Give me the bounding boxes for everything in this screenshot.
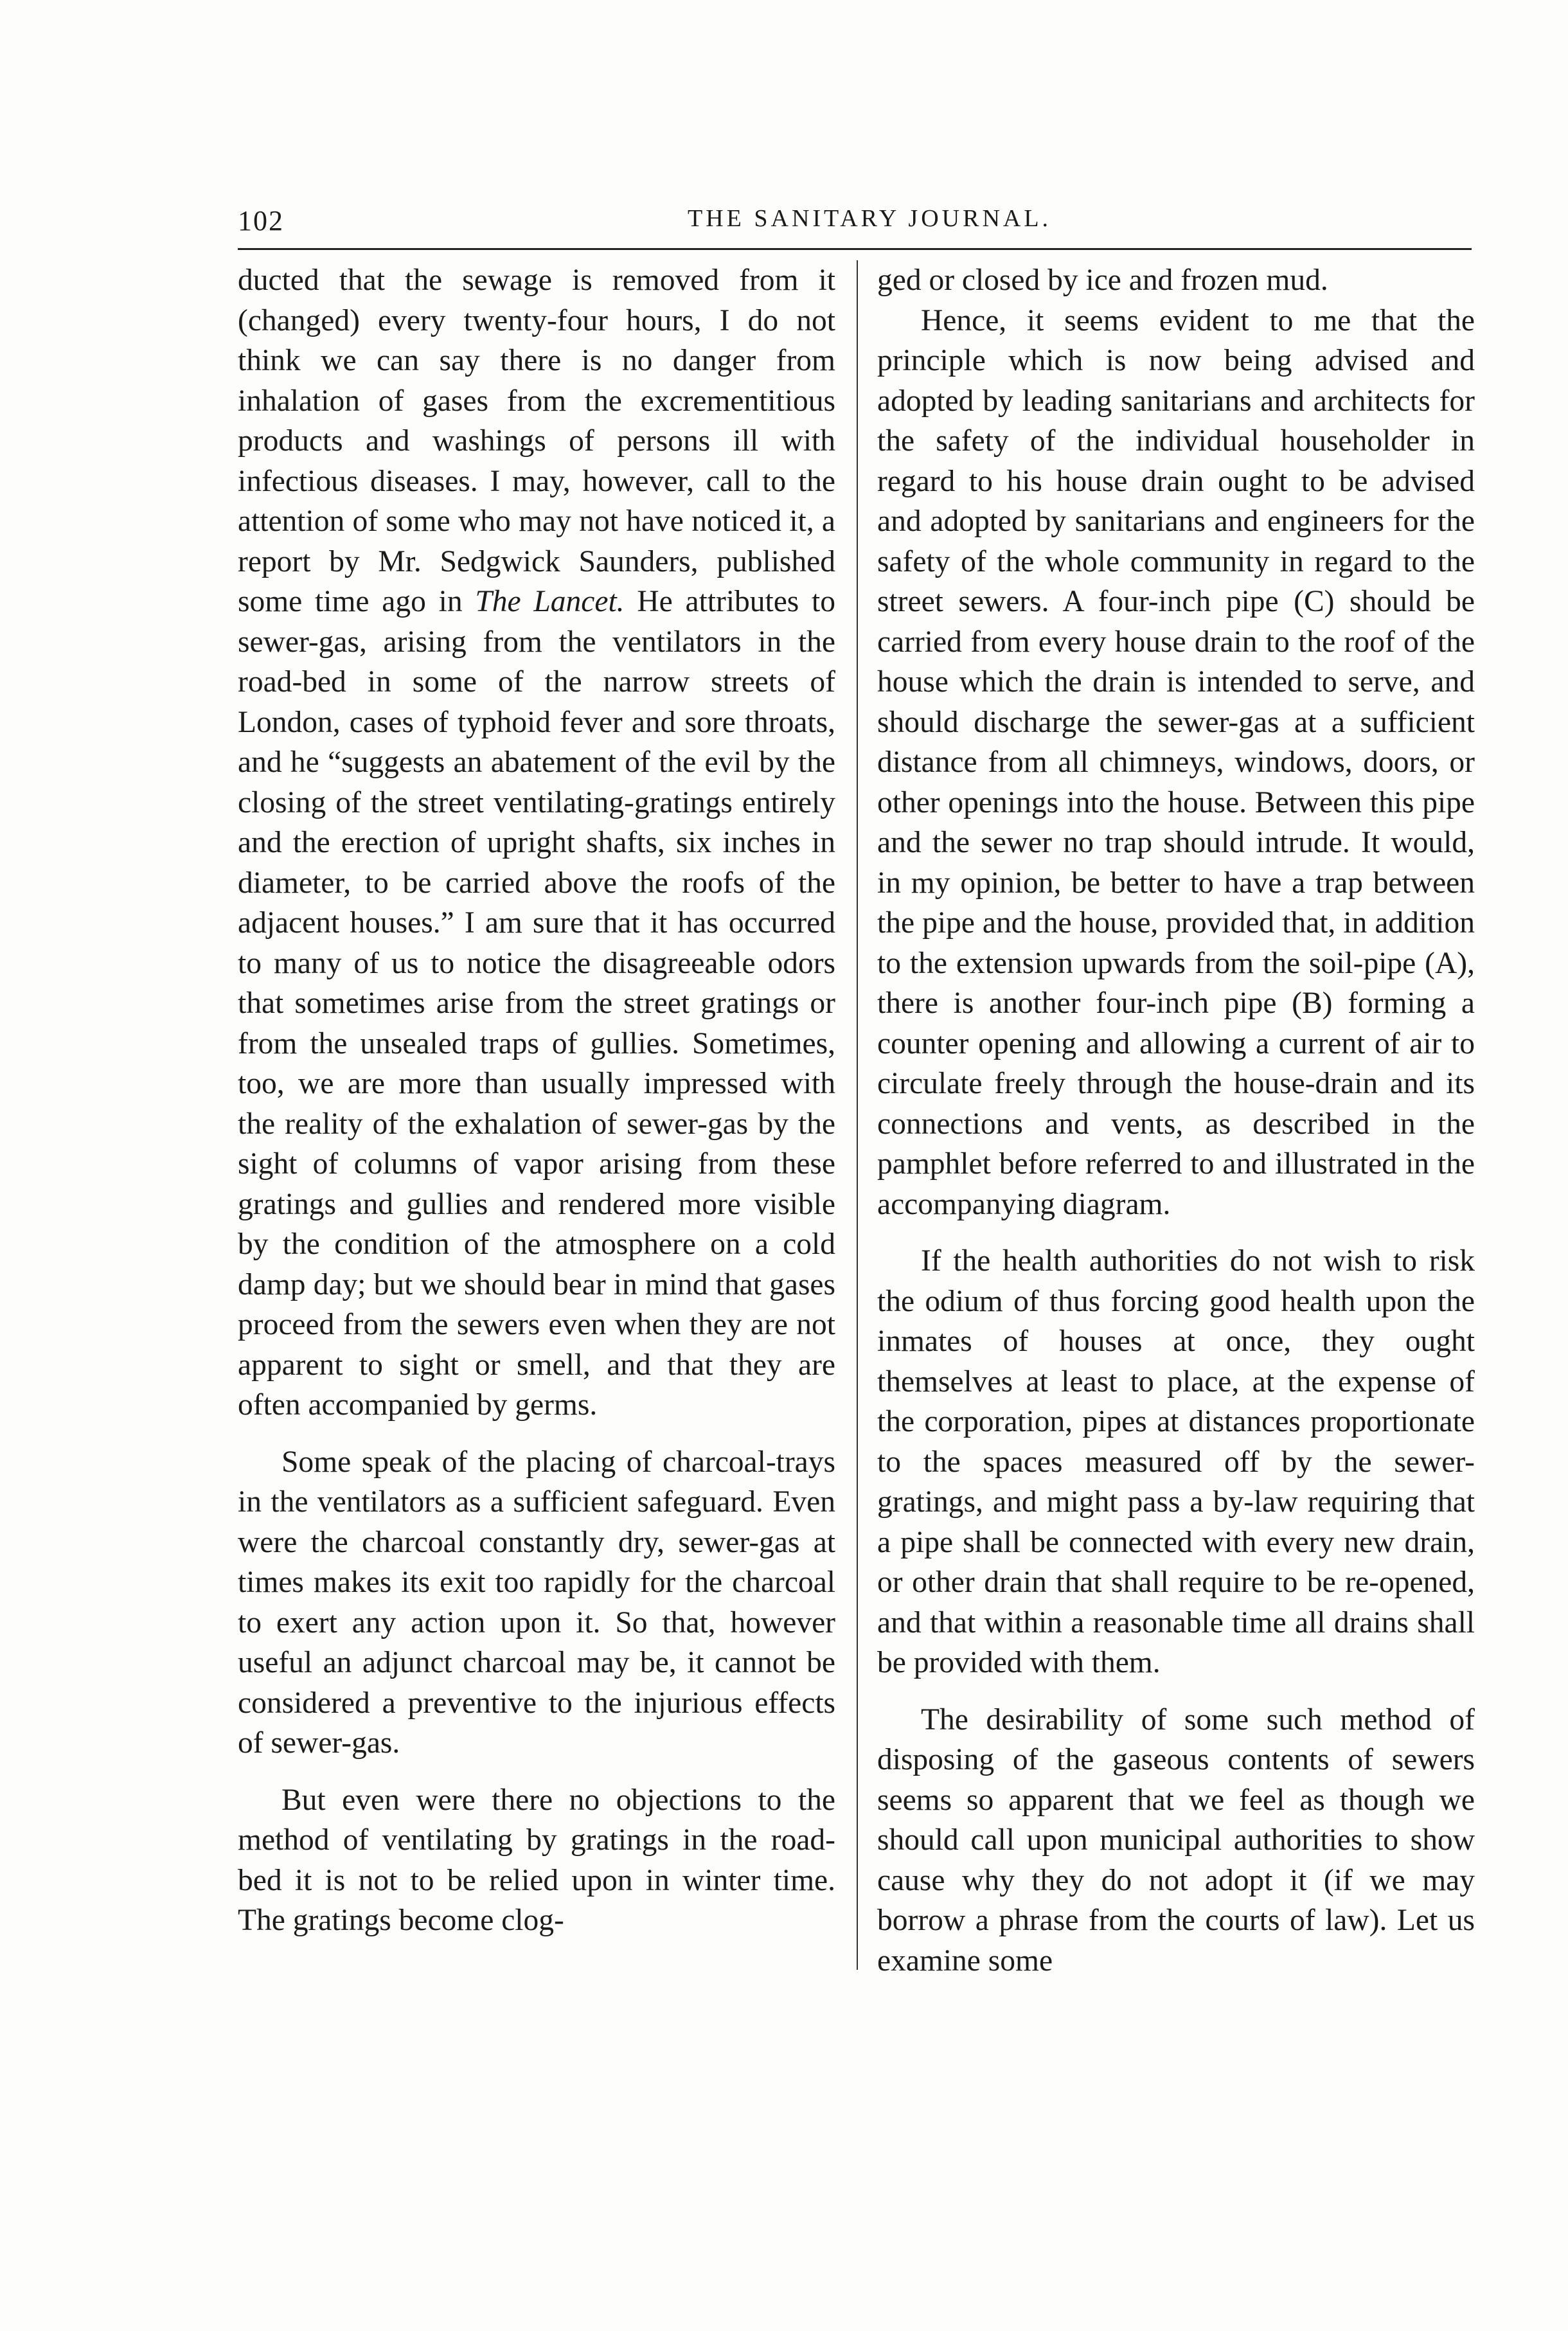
left-column bbox=[238, 260, 835, 1941]
left-paragraph-1-text-b: He attributes to sewer-gas, arising from the ventilators in the road-bed in some of the narrow streets of London, cases of typhoid fever and sore throats, and he “suggests an abatement of the evil by the closing of the street ventilating-gratings entirely and the erection of upright shafts, six inches in diameter, to be carried above the roofs of the adjacent houses.” I am sure that it has occurred to many of us to notice the disagreeable odors that sometimes arise from the street gratings or from the unsealed traps of gullies. Sometimes, too, we are more than usually impressed with the reality of the exhalation of sewer-gas by the sight of columns of vapor arising from these gratings and gullies and rendered more visible by the condition of the atmosphere on a cold damp day; but we should bear in mind that gases proceed from the sewers even when they are not apparent to sight or smell, and that they are often accompanied by germs. bbox=[238, 585, 836, 1422]
left-paragraph-1-text-a: ducted that the sewage is removed from it (changed) every twenty-four hours, I do not think we can say there is no danger from inhalation of gases from the excrementitious products and washings of persons ill with infectious diseases. I may, however, call to the attention of some who may not have noticed it, a report by Mr. Sedgwick Saunders, published some time ago in bbox=[238, 263, 835, 618]
page-header bbox=[238, 204, 1472, 243]
left-paragraph-1 bbox=[238, 260, 835, 1425]
column-divider bbox=[857, 260, 858, 1970]
journal-title: The Lancet. bbox=[475, 585, 625, 618]
header-rule bbox=[238, 248, 1472, 250]
page-number: 102 bbox=[238, 205, 284, 237]
right-paragraph-4: The desirability of some such method of disposing of the gaseous contents of sewers seems so apparent that we feel as though we should call upon municipal authorities to show cause why they do not adopt it (if we may borrow a phrase from the courts of law). Let us examine some bbox=[877, 1702, 1475, 1978]
right-paragraph-3: If the health authorities do not wish to risk the odium of thus forcing good health upon the inmates of houses at once, they ought themselves at least to place, at the expense of the corporation, pipes at distances proportionate to the spaces measured off by the sewer-gratings, and might pass a by-law requiring that a pipe shall be connected with every new drain, or other drain that shall require to be re-opened, and that within a reasonable time all drains shall be provided with them. bbox=[877, 1244, 1475, 1679]
right-paragraph-1: ged or closed by ice and frozen mud. bbox=[877, 263, 1328, 297]
left-paragraph-2: Some speak of the placing of charcoal-trays in the ventilators as a sufficient safeguard. Even were the charcoal constantly dry, sewer-gas at times makes its exit too rapidly for the charcoal to exert any action upon it. So that, however useful an adjunct charcoal may be, it cannot be considered a preventive to the injurious effects of sewer-gas. bbox=[238, 1445, 835, 1760]
running-head: THE SANITARY JOURNAL. bbox=[688, 205, 1052, 232]
right-paragraph-2: Hence, it seems evident to me that the principle which is now being advised and adopted by leading sanitarians and architects for the safety of the individual householder in regard to his house drain ought to be advised and adopted by sanitarians and engineers for the safety of the whole community in regard to the street sewers. A four-inch pipe (C) should be carried from every house drain to the roof of the house which the drain is intended to serve, and should discharge the sewer-gas at a sufficient distance from all chimneys, windows, doors, or other openings into the house. Between this pipe and the sewer no trap should intrude. It would, in my opinion, be better to have a trap between the pipe and the house, provided that, in addition to the extension upwards from the soil-pipe (A), there is another four-inch pipe (B) forming a counter opening and allowing a current of air to circulate freely through the house-drain and its connections and vents, as described in the pamphlet before referred to and illustrated in the accompanying diagram. bbox=[877, 303, 1475, 1221]
right-column bbox=[877, 260, 1475, 1981]
left-paragraph-3: But even were there no objections to the method of ventilating by gratings in the road-bed it is not to be relied upon in winter time. The gratings become clog- bbox=[238, 1783, 835, 1937]
